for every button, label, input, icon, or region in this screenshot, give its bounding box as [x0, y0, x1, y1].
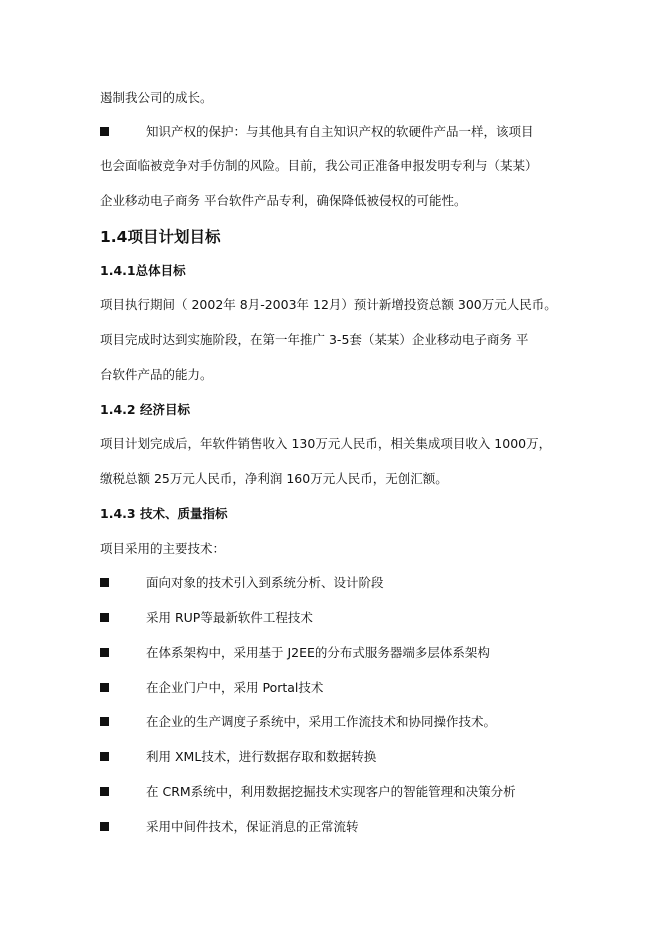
square-bullet-icon [100, 613, 109, 622]
section-heading-1-4-1: 1.4.1总体目标 [100, 263, 186, 278]
bullet-item [100, 679, 580, 697]
bullet-text: 采用中间件技术，保证消息的正常流转 [146, 819, 359, 834]
bullet-text: 在 CRM系统中，利用数据挖掘技术实现客户的智能管理和决策分析 [146, 784, 516, 799]
paragraph-line: 项目计划完成后，年软件销售收入 130万元人民币，相关集成项目收入 1000万， [100, 436, 552, 451]
bullet-item [100, 713, 580, 731]
bullet-item [100, 644, 580, 662]
square-bullet-icon [100, 787, 109, 796]
square-bullet-icon [100, 822, 109, 831]
section-heading-1-4-2: 1.4.2 经济目标 [100, 402, 190, 417]
paragraph-line: 遏制我公司的成长。 [100, 90, 213, 105]
bullet-text: 利用 XML技术，进行数据存取和数据转换 [146, 749, 377, 764]
paragraph-line: 台软件产品的能力。 [100, 367, 213, 382]
bullet-text: 知识产权的保护：与其他具有自主知识产权的软硬件产品一样，该项目 [146, 124, 534, 139]
bullet-text: 采用 RUP等最新软件工程技术 [146, 610, 313, 625]
square-bullet-icon [100, 717, 109, 726]
square-bullet-icon [100, 578, 109, 587]
paragraph-line: 项目完成时达到实施阶段，在第一年推广 3-5套（某某）企业移动电子商务 平 [100, 332, 529, 347]
bullet-text: 面向对象的技术引入到系统分析、设计阶段 [146, 575, 384, 590]
paragraph-line: 缴税总额 25万元人民币，净利润 160万元人民币，无创汇额。 [100, 471, 448, 486]
bullet-item [100, 574, 580, 592]
paragraph-line: 企业移动电子商务 平台软件产品专利，确保降低被侵权的可能性。 [100, 193, 467, 208]
square-bullet-icon [100, 127, 109, 136]
bullet-item [100, 609, 580, 627]
bullet-item [100, 818, 580, 836]
bullet-text: 在企业的生产调度子系统中，采用工作流技术和协同操作技术。 [146, 714, 497, 729]
section-heading-1-4: 1.4项目计划目标 [100, 228, 221, 246]
square-bullet-icon [100, 752, 109, 761]
paragraph-line: 项目采用的主要技术： [100, 541, 226, 556]
bullet-text: 在体系架构中，采用基于 J2EE的分布式服务器端多层体系架构 [146, 645, 490, 660]
bullet-text: 在企业门户中，采用 Portal技术 [146, 680, 324, 695]
paragraph-line: 也会面临被竞争对手仿制的风险。目前，我公司正准备申报发明专利与（某某） [100, 158, 538, 173]
bullet-item [100, 123, 580, 141]
square-bullet-icon [100, 683, 109, 692]
bullet-item [100, 748, 580, 766]
bullet-item [100, 783, 580, 801]
section-heading-1-4-3: 1.4.3 技术、质量指标 [100, 506, 228, 521]
square-bullet-icon [100, 648, 109, 657]
paragraph-line: 项目执行期间（ 2002年 8月-2003年 12月）预计新增投资总额 300万元人民币。 [100, 297, 557, 312]
